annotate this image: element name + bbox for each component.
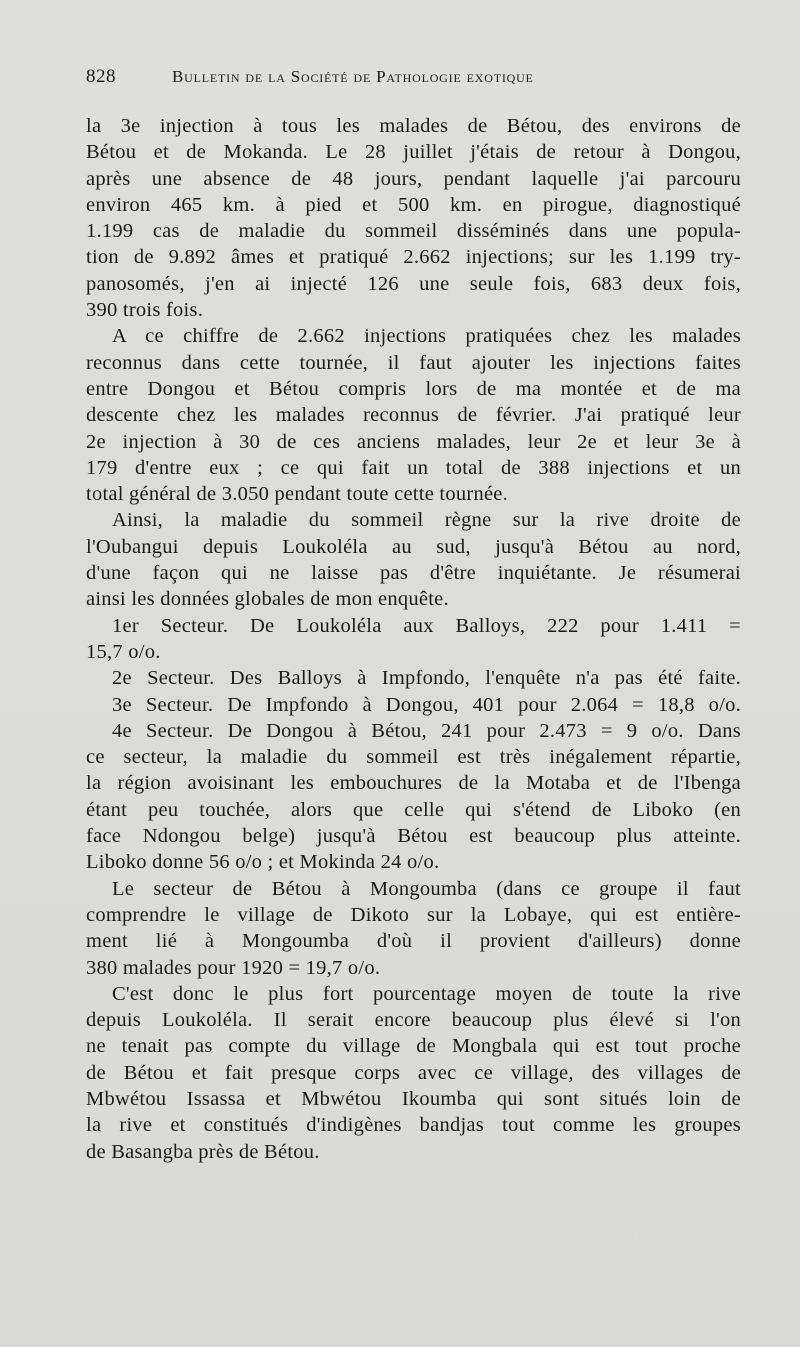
- text-line: de Bétou et fait presque corps avec ce village, des villages de: [86, 1061, 741, 1084]
- text-line: environ 465 km. à pied et 500 km. en pirogue, diagnostiqué: [86, 193, 741, 216]
- text-line: 4e Secteur. De Dongou à Bétou, 241 pour 2.473 = 9 o/o. Dans: [112, 719, 741, 742]
- text-line: total général de 3.050 pendant toute cette tournée.: [86, 483, 509, 506]
- text-line: d'une façon qui ne laisse pas d'être inquiétante. Je résumerai: [86, 562, 741, 585]
- text-line: 3e Secteur. De Impfondo à Dongou, 401 pour 2.064 = 18,8 o/o.: [112, 693, 741, 716]
- text-line: 2e Secteur. Des Balloys à Impfondo, l'enquête n'a pas été faite.: [112, 667, 741, 690]
- text-line: tion de 9.892 âmes et pratiqué 2.662 injections; sur les 1.199 try-: [86, 246, 741, 269]
- text-line: de Basangba près de Bétou.: [86, 1140, 320, 1163]
- text-line: depuis Loukoléla. Il serait encore beaucoup plus élevé si l'on: [86, 1009, 741, 1032]
- text-line: 15,7 o/o.: [86, 640, 161, 663]
- text-line: 179 d'entre eux ; ce qui fait un total de 388 injections et un: [86, 456, 741, 479]
- text-line: 380 malades pour 1920 = 19,7 o/o.: [86, 956, 381, 979]
- text-line: C'est donc le plus fort pourcentage moyen de toute la rive: [112, 982, 741, 1005]
- text-line: entre Dongou et Bétou compris lors de ma montée et de ma: [86, 377, 741, 400]
- text-line: 2e injection à 30 de ces anciens malades, leur 2e et leur 3e à: [86, 430, 741, 453]
- text-line: Ainsi, la maladie du sommeil règne sur la rive droite de: [112, 509, 741, 532]
- text-line: ainsi les données globales de mon enquête.: [86, 588, 449, 611]
- text-line: 1.199 cas de maladie du sommeil disséminés dans une popula-: [86, 220, 741, 243]
- text-line: l'Oubangui depuis Loukoléla au sud, jusqu'à Bétou au nord,: [86, 535, 741, 558]
- text-line: la région avoisinant les embouchures de la Motaba et de l'Ibenga: [86, 772, 741, 795]
- text-line: Mbwétou Issassa et Mbwétou Ikoumba qui sont situés loin de: [86, 1087, 741, 1110]
- body-text: [86, 113, 741, 1165]
- page-number: 828: [86, 66, 116, 87]
- text-line: étant peu touchée, alors que celle qui s'étend de Liboko (en: [86, 798, 741, 821]
- text-line: A ce chiffre de 2.662 injections pratiquées chez les malades: [112, 325, 741, 348]
- text-line: ce secteur, la maladie du sommeil est très inégalement répartie,: [86, 746, 741, 769]
- text-line: la 3e injection à tous les malades de Bétou, des environs de: [86, 115, 741, 137]
- text-line: face Ndongou belge) jusqu'à Bétou est beaucoup plus atteinte.: [86, 825, 741, 848]
- text-line: descente chez les malades reconnus de février. J'ai pratiqué leur: [86, 404, 741, 427]
- text-line: 390 trois fois.: [86, 299, 204, 322]
- text-line: panosomés, j'en ai injecté 126 une seule fois, 683 deux fois,: [86, 272, 741, 295]
- text-line: reconnus dans cette tournée, il faut ajouter les injections faites: [86, 351, 741, 374]
- running-title: Bulletin de la Société de Pathologie exotique: [172, 67, 534, 86]
- text-line: 1er Secteur. De Loukoléla aux Balloys, 222 pour 1.411 =: [112, 614, 741, 637]
- text-line: comprendre le village de Dikoto sur la Lobaye, qui est entière-: [86, 903, 741, 926]
- text-line: après une absence de 48 jours, pendant laquelle j'ai parcouru: [86, 167, 741, 190]
- text-line: la rive et constitués d'indigènes bandjas tout comme les groupes: [86, 1114, 741, 1137]
- text-line: Liboko donne 56 o/o ; et Mokinda 24 o/o.: [86, 851, 440, 874]
- text-line: Bétou et de Mokanda. Le 28 juillet j'étais de retour à Dongou,: [86, 141, 741, 164]
- page-header: [86, 66, 730, 96]
- text-line: ne tenait pas compte du village de Mongbala qui est tout proche: [86, 1035, 741, 1058]
- text-line: Le secteur de Bétou à Mongoumba (dans ce groupe il faut: [112, 877, 741, 900]
- text-line: ment lié à Mongoumba d'où il provient d'ailleurs) donne: [86, 930, 741, 953]
